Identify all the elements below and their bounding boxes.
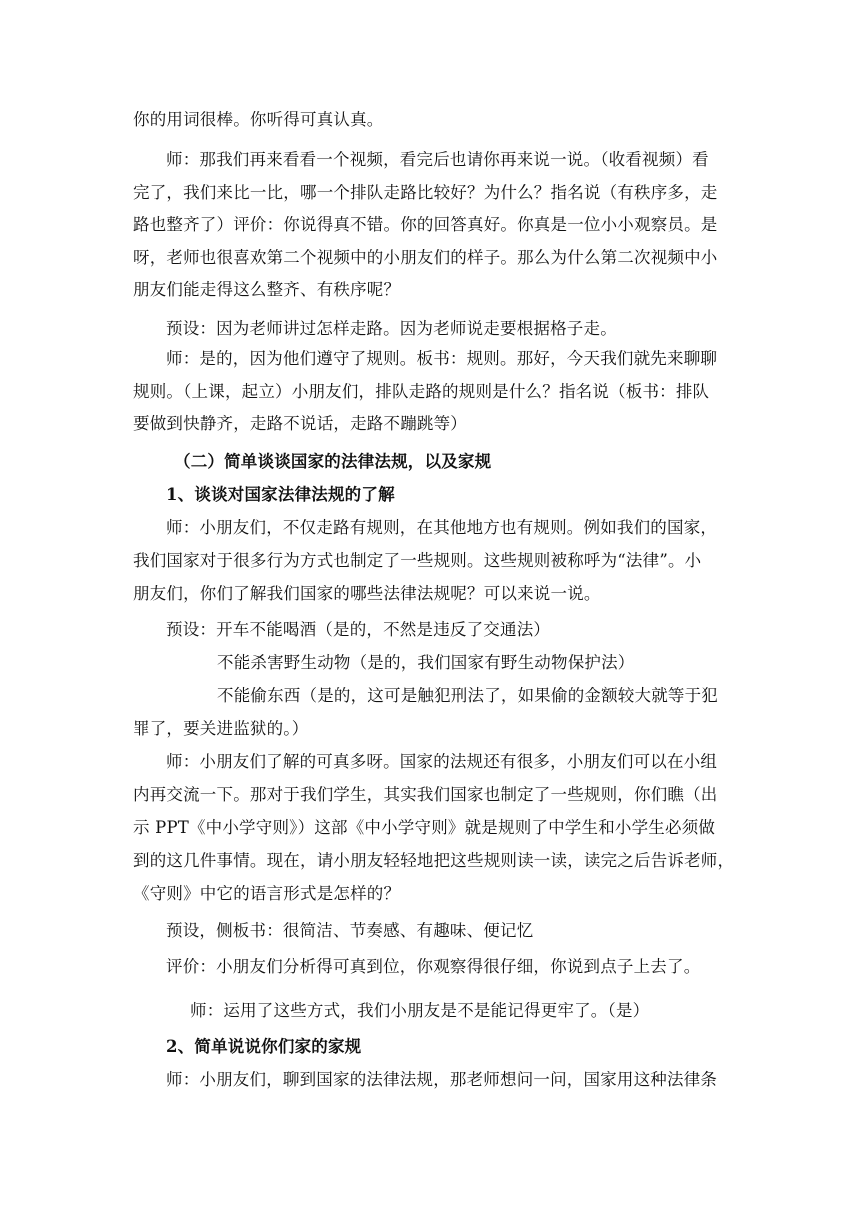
text-line: 我们国家对于很多行为方式也制定了一些规则。这些规则被称呼为“法律”。小	[133, 551, 702, 570]
text-line: 师：是的，因为他们遵守了规则。板书：规则。那好，今天我们就先来聊聊	[166, 349, 718, 368]
section-heading: （二）简单谈谈国家的法律法规，以及家规	[174, 452, 492, 471]
text-line: 内再交流一下。那对于我们学生，其实我们国家也制定了一些规则，你们瞧（出	[133, 785, 718, 804]
subsection-heading: 2、简单说说你们家的家规	[166, 1037, 362, 1056]
subsection-heading: 1、谈谈对国家法律法规的了解	[166, 485, 395, 504]
text-line: 完了，我们来比一比，哪一个排队走路比较好？为什么？指名说（有秩序多，走	[133, 183, 718, 202]
text-line: 师：那我们再来看看一个视频，看完后也请你再来说一说。（收看视频）看	[166, 150, 709, 169]
text-line: 师：小朋友们，不仅走路有规则，在其他地方也有规则。例如我们的国家，	[166, 518, 718, 537]
text-line: 不能偷东西（是的，这可是触犯刑法了，如果偷的金额较大就等于犯	[217, 686, 718, 705]
text-line: 规则。（上课，起立）小朋友们，排队走路的规则是什么？指名说（板书：排队	[133, 382, 710, 401]
text-line: 罪了，要关进监狱的。）	[133, 719, 309, 738]
text-line: 预设：因为老师讲过怎样走路。因为老师说走要根据格子走。	[166, 319, 617, 338]
text-line: 师：小朋友们了解的可真多呀。国家的法规还有很多，小朋友们可以在小组	[166, 752, 718, 771]
text-line: 预设，侧板书：很简洁、节奏感、有趣味、便记忆	[166, 921, 534, 940]
text-line: 路也整齐了）评价：你说得真不错。你的回答真好。你真是一位小小观察员。是	[133, 215, 718, 234]
text-line: 师：运用了这些方式，我们小朋友是不是能记得更牢了。（是）	[190, 1001, 650, 1020]
text-line: 朋友们能走得这么整齐、有秩序呢？	[133, 280, 401, 299]
text-line: 不能杀害野生动物（是的，我们国家有野生动物保护法）	[217, 653, 635, 672]
text-line: 朋友们，你们了解我们国家的哪些法律法规呢？可以来说一说。	[133, 584, 601, 603]
text-line: 评价：小朋友们分析得可真到位，你观察得很仔细，你说到点子上去了。	[166, 957, 701, 976]
text-line: 呀，老师也很喜欢第二个视频中的小朋友们的样子。那么为什么第二次视频中小	[133, 248, 718, 267]
text-line: 到的这几件事情。现在，请小朋友轻轻地把这些规则读一读，读完之后告诉老师，	[133, 851, 735, 870]
text-line: 预设：开车不能喝酒（是的，不然是违反了交通法）	[166, 620, 551, 639]
text-line: 师：小朋友们，聊到国家的法律法规，那老师想问一问，国家用这种法律条	[166, 1070, 718, 1089]
text-line: 要做到快静齐，走路不说话，走路不蹦跳等）	[133, 414, 467, 433]
text-line: 你的用词很棒。你听得可真认真。	[133, 110, 384, 129]
text-line: 示 PPT《中小学守则》）这部《中小学守则》就是规则了中学生和小学生必须做	[133, 818, 716, 837]
text-line: 《守则》中它的语言形式是怎样的？	[133, 884, 401, 903]
